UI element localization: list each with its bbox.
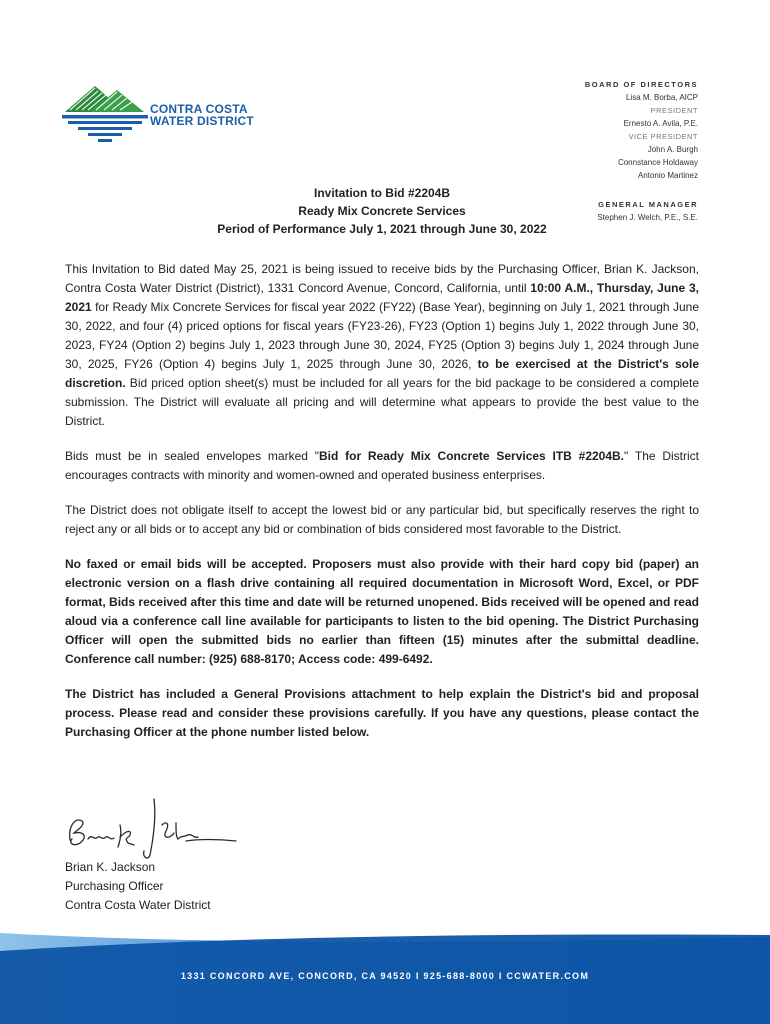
director-role: VICE PRESIDENT	[628, 132, 698, 141]
director-name: Ernesto A. Avila, P.E.	[623, 119, 698, 128]
signatory-name: Brian K. Jackson	[65, 860, 156, 874]
district-logo-text	[150, 103, 254, 127]
director-role: PRESIDENT	[650, 106, 698, 115]
paragraph-general-provisions: The District has included a General Provisions attachment to help explain the District's bid and proposal process. Please read and consider these provisions carefully. If you have any questions, please contact the Purchasing Officer at the phone number listed below.	[65, 687, 699, 739]
director-name: John A. Burgh	[647, 145, 698, 154]
letter-body	[65, 260, 699, 758]
signatory-block	[65, 858, 211, 915]
logo-line-1: CONTRA COSTA	[150, 102, 248, 116]
signatory-organization: Contra Costa Water District	[65, 898, 211, 912]
paragraph-sealed-envelopes	[65, 447, 699, 485]
document-title	[200, 184, 564, 238]
title-line-2: Ready Mix Concrete Services	[298, 204, 466, 218]
title-line-1: Invitation to Bid #2204B	[313, 186, 451, 200]
paragraph-submission-rules: No faxed or email bids will be accepted. Proposers must also provide with their hard copy bid (paper) an electronic version on a flash drive containing all required documentation in Microsoft Word, Excel, or PDF format, Bids received after this time and date will be returned unopened. Bids received will be opened and read aloud via a conference call line available for participants to listen to the bid opening. The District Purchasing Officer will open the submitted bids no earlier than fifteen (15) minutes after the submittal deadline. Conference call number: (925) 688-8170; Access code: 499-6492.	[65, 557, 699, 666]
general-manager-name: Stephen J. Welch, P.E., S.E.	[597, 213, 698, 222]
text-run: for Ready Mix Concrete Services for fiscal year 2022 (FY22) (Base Year), beginning on July 1, 2021 through June 30, 2022, and four (4) priced options for fiscal years (FY23-26), FY23 (Option 1) begins July 1, 2022 through June 30, 2023, FY24 (Option 2) begins July 1, 2023 through June 30, 2024, FY25 (Option 3) begins July 1, 2024 through June 30, 2025, FY26 (Option 4) begins July 1, 2025 through June 30, 2026,	[65, 300, 699, 371]
general-manager-heading: GENERAL MANAGER	[598, 200, 698, 209]
text-run: Bid priced option sheet(s) must be included for all years for the bid package to be considered a complete submission. The District will evaluate all pricing and will determine what appears to provide the best value to the District.	[65, 376, 699, 428]
text-run: Bids must be in sealed envelopes marked "	[65, 449, 319, 463]
logo-line-2: WATER DISTRICT	[150, 114, 254, 128]
envelope-marking: Bid for Ready Mix Concrete Services ITB #2204B.	[318, 449, 625, 463]
handwritten-signature	[58, 795, 238, 865]
paragraph-invitation	[65, 260, 699, 431]
text-run: This Invitation to Bid dated May 25, 2021 is being issued to receive bids by the Purchasing Officer, Brian K. Jackson, Contra Costa Water District (District), 1331 Concord Avenue, Concord, California, until	[65, 262, 699, 295]
footer-contact: 1331 CONCORD AVE, CONCORD, CA 94520 I 925-688-8000 I CCWATER.COM	[180, 971, 590, 981]
director-name: Connstance Holdaway	[617, 158, 698, 167]
discretion-text: to be exercised at the District's sole discretion.	[65, 357, 700, 390]
director-name: Antonio Martinez	[637, 171, 698, 180]
board-of-directors	[585, 78, 698, 224]
board-heading: BOARD OF DIRECTORS	[584, 80, 698, 89]
paragraph-rights: The District does not obligate itself to accept the lowest bid or any particular bid, but specifically reserves the right to reject any or all bids or to accept any bid or combination of bids considered most favorable to the District.	[65, 503, 699, 536]
director-name: Lisa M. Borba, AICP	[625, 93, 698, 102]
deadline-text: 10:00 A.M., Thursday, June 3, 2021	[65, 281, 699, 314]
title-line-3: Period of Performance July 1, 2021 through June 30, 2022	[217, 222, 547, 236]
text-run: " The District encourages contracts with minority and women-owned and operated business enterprises.	[65, 449, 699, 482]
signatory-title: Purchasing Officer	[65, 879, 164, 893]
